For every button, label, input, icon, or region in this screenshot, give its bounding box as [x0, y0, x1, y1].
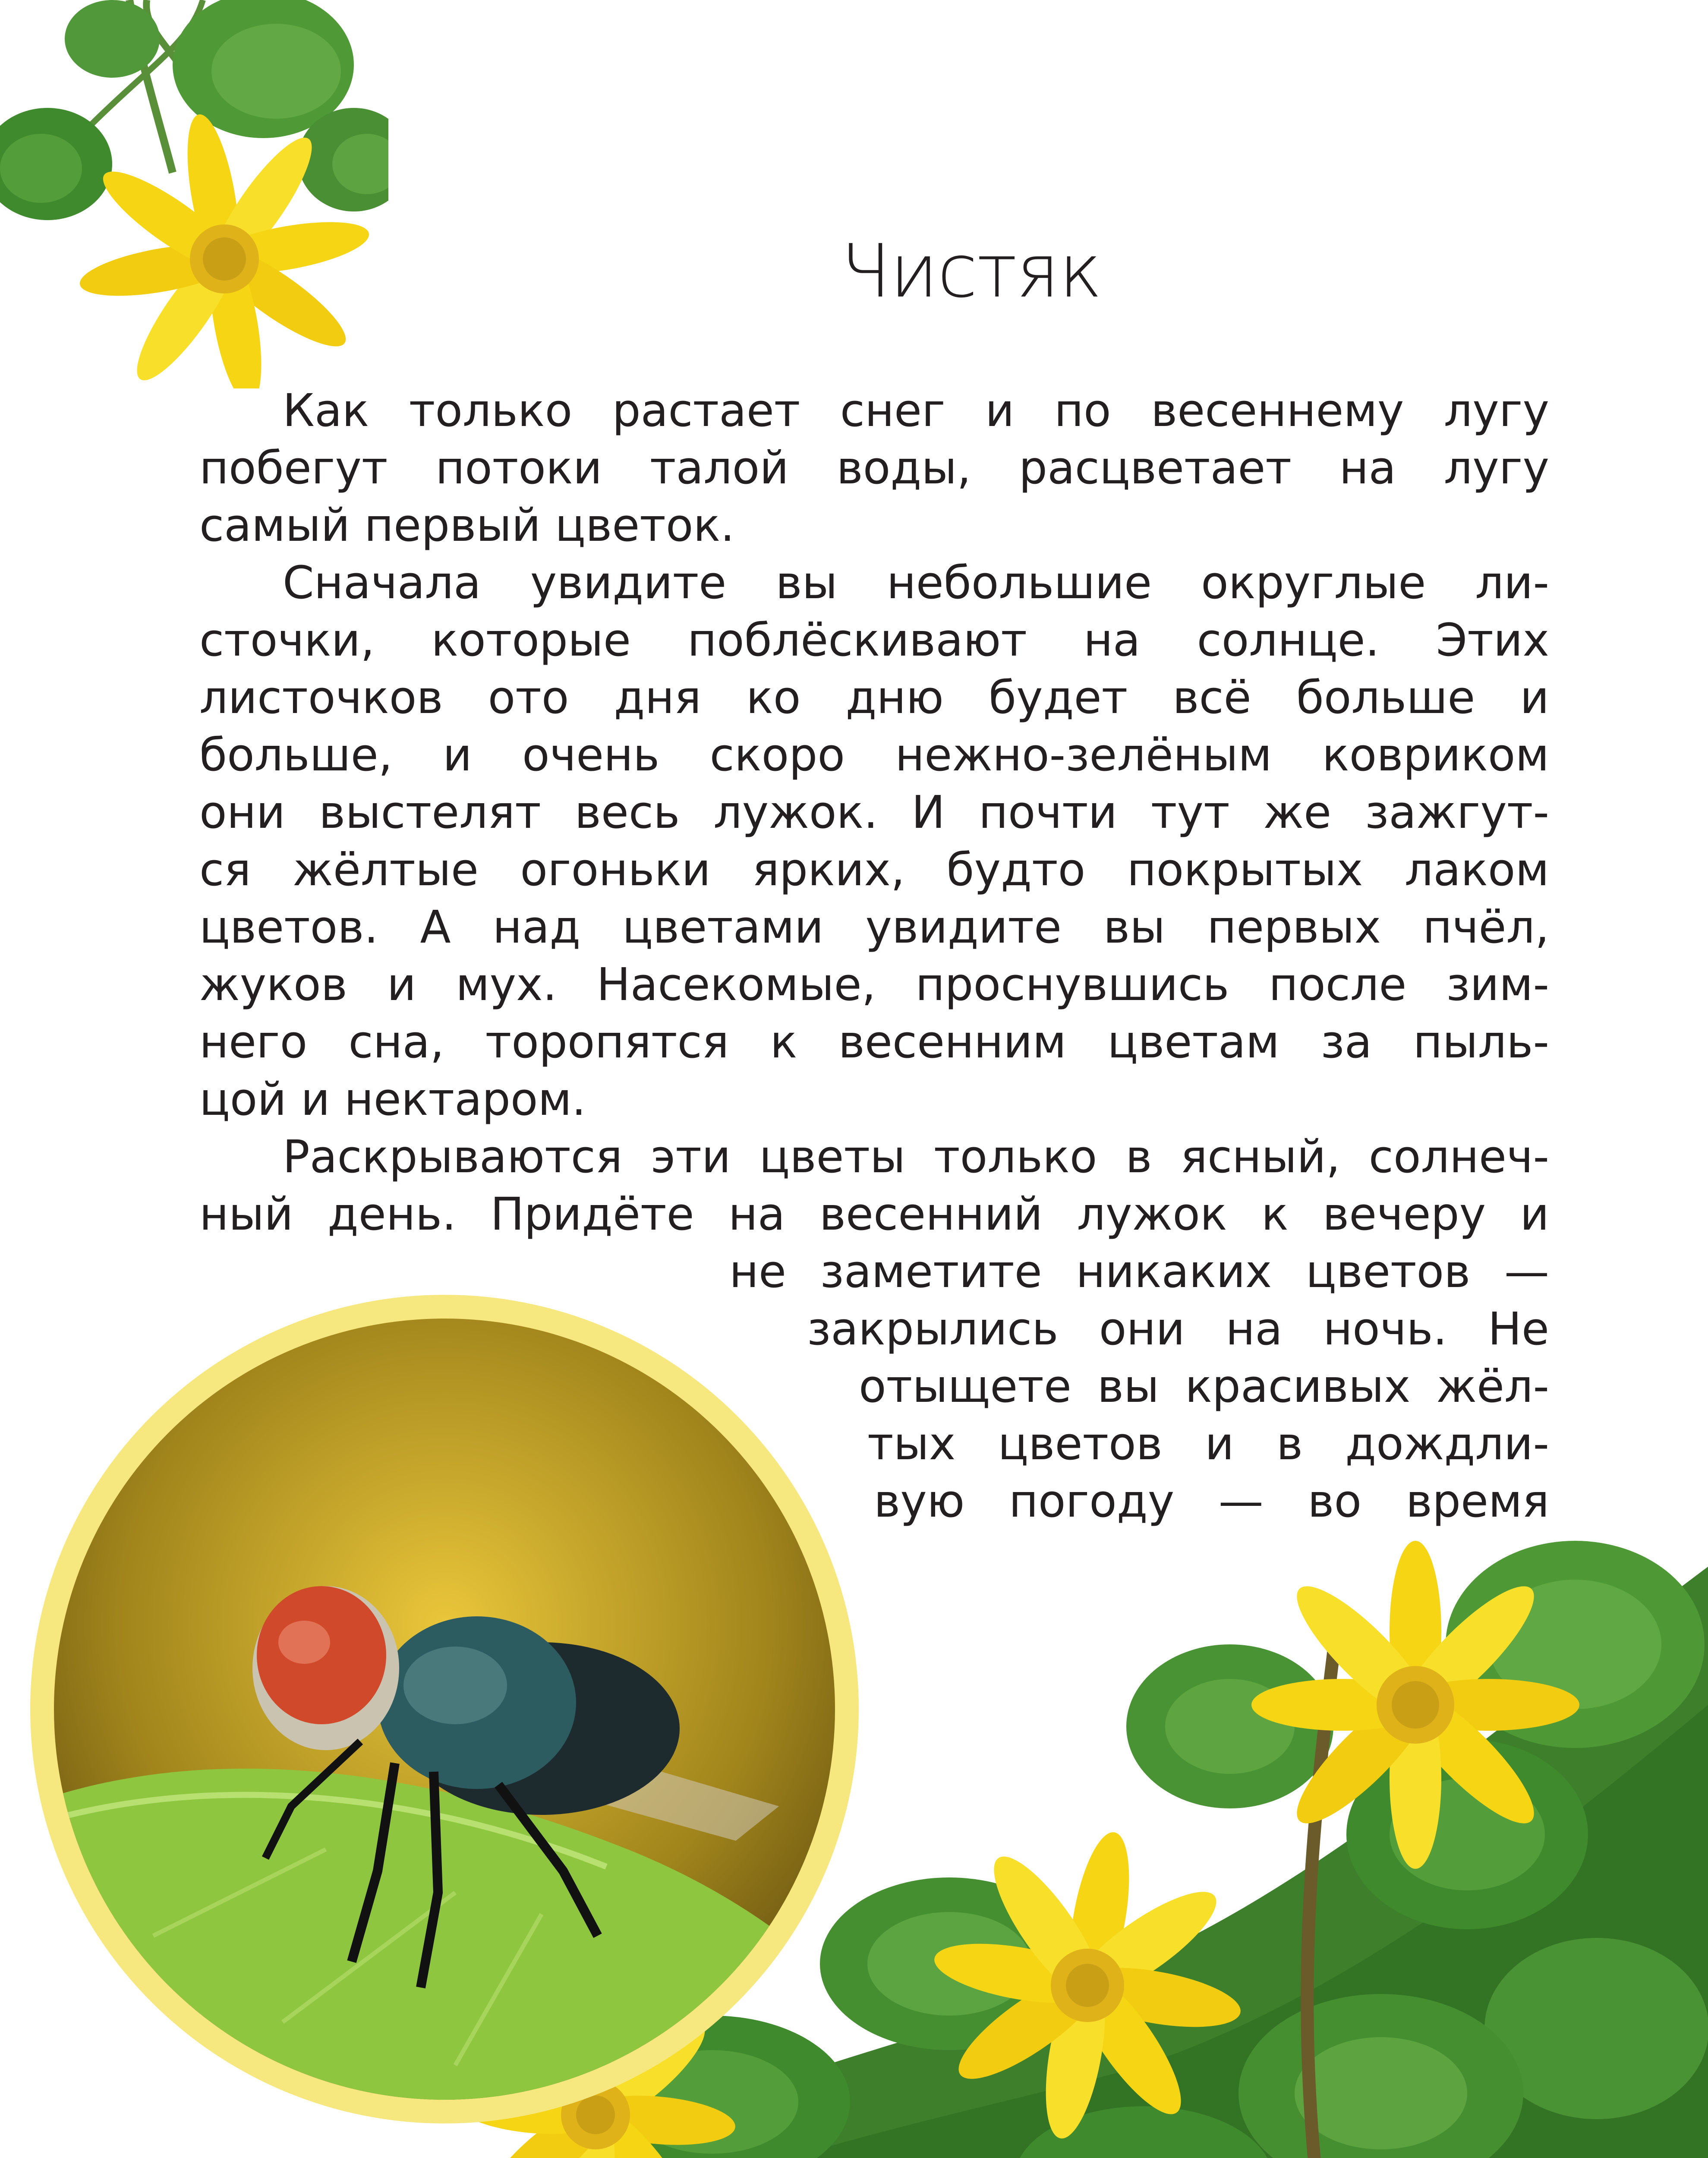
text-line: самый первый цветок.: [199, 499, 735, 552]
text-line: ся жёлтые огоньки ярких, будто покрытых лаком: [199, 843, 1549, 896]
text-line: вую погоду — во время: [874, 1475, 1549, 1527]
text-line: жуков и мух. Насекомые, проснувшись после зим-: [199, 958, 1549, 1011]
text-line: закрылись они на ночь. Не: [807, 1303, 1549, 1355]
page-title: Чистяк: [840, 229, 1102, 314]
top-celandine-illustration: [0, 0, 388, 388]
text-line: сточки, которые поблёскивают на солнце. Этих: [199, 614, 1549, 666]
text-line: Раскрываются эти цветы только в ясный, солнеч-: [283, 1130, 1549, 1183]
fly-photo: [24, 1288, 865, 2130]
text-line: ный день. Придёте на весенний лужок к вечеру и: [199, 1188, 1549, 1240]
text-line: они выстелят весь лужок. И почти тут же зажгут-: [199, 786, 1549, 839]
text-line: него сна, торопятся к весенним цветам за пыль-: [199, 1016, 1549, 1068]
text-line: Сначала увидите вы небольшие округлые ли-: [283, 556, 1549, 609]
text-line: цой и нектаром.: [199, 1073, 586, 1126]
text-line: листочков ото дня ко дню будет всё больше и: [199, 671, 1549, 724]
text-line: побегут потоки талой воды, расцветает на лугу: [199, 442, 1549, 494]
text-line: больше, и очень скоро нежно-зелёным ковриком: [199, 729, 1549, 781]
text-line: отыщете вы красивых жёл-: [859, 1360, 1549, 1413]
text-line: Как только растает снег и по весеннему лугу: [283, 384, 1549, 437]
text-line: не заметите никаких цветов —: [729, 1245, 1549, 1298]
text-line: цветов. А над цветами увидите вы первых пчёл,: [199, 901, 1549, 953]
text-line: тых цветов и в дождли-: [867, 1417, 1549, 1470]
